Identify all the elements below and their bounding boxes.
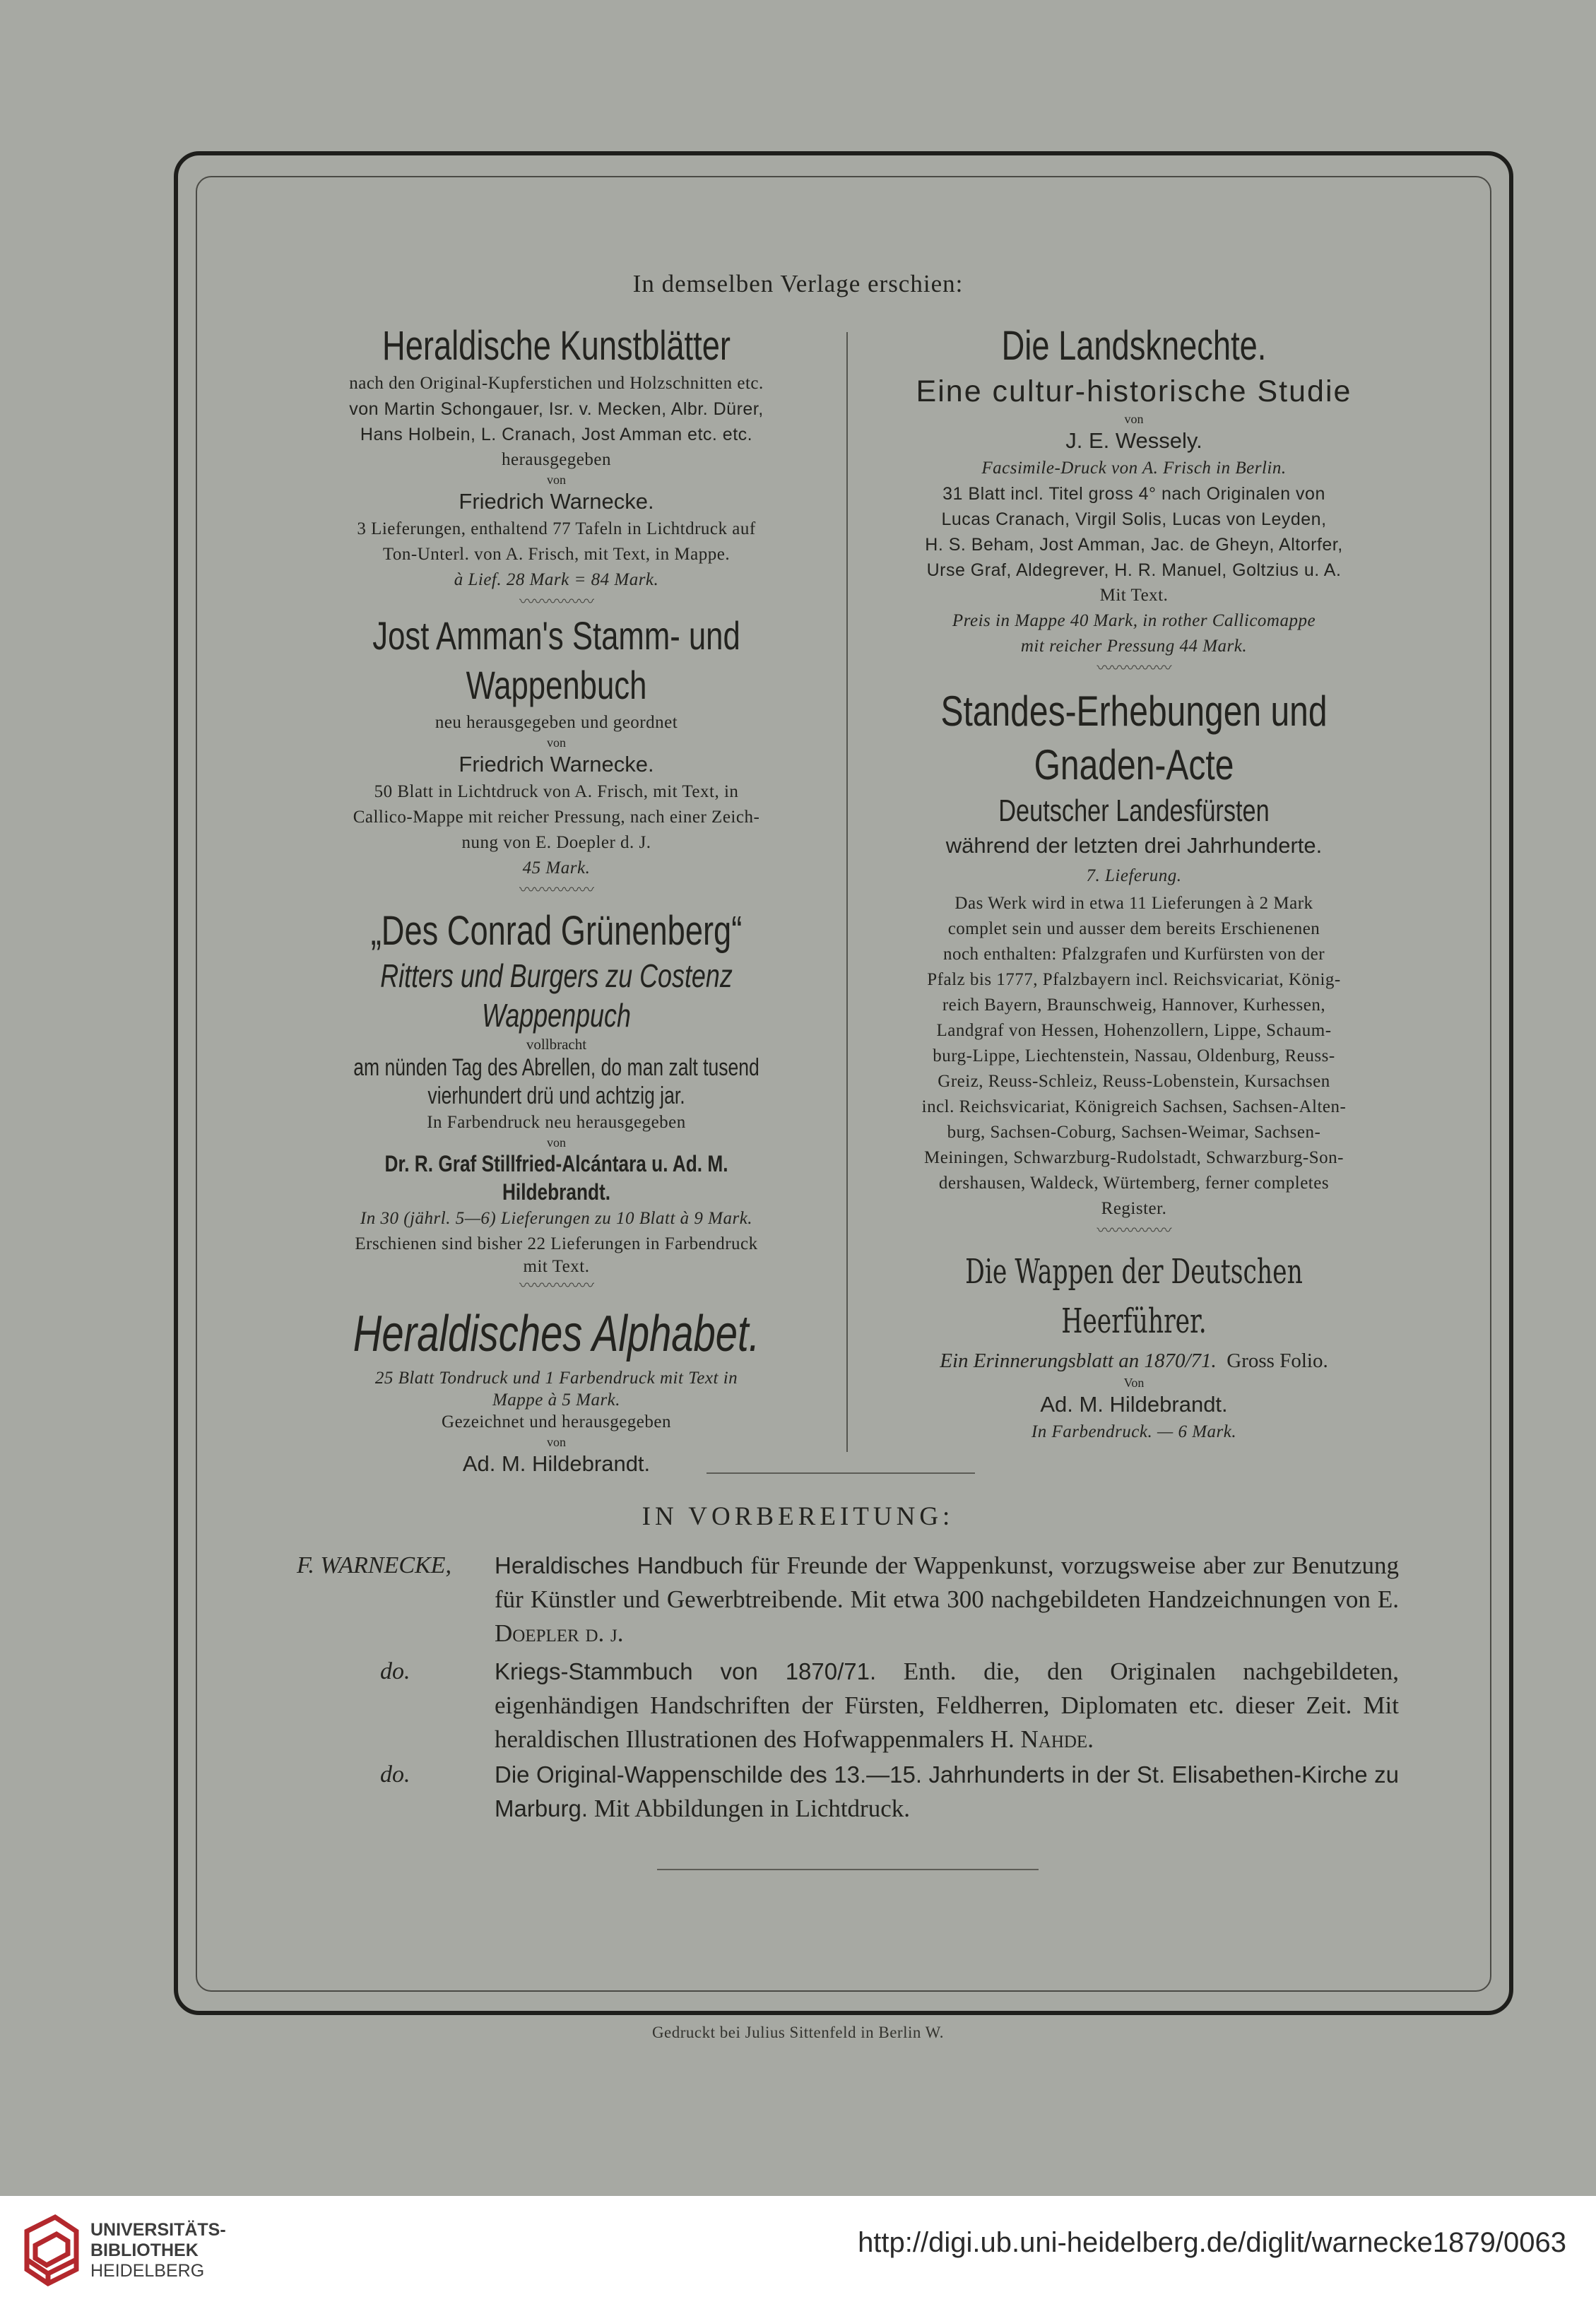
standes-period: während der letzten drei Jahrhunderte.	[945, 833, 1323, 858]
amman-desc1: 50 Blatt in Lichtdruck von A. Frisch, mit Text, in	[374, 782, 739, 801]
standes-body-line: burg-Lippe, Liechtenstein, Nassau, Oldenburg, Reuss-	[933, 1046, 1335, 1065]
standes-body-line: Landgraf von Hessen, Hohenzollern, Lippe, Schaum-	[936, 1021, 1332, 1040]
alphabet-von: von	[547, 1435, 566, 1449]
landsknechte-desc1: 31 Blatt incl. Titel gross 4° nach Originalen von	[942, 484, 1325, 504]
landsknechte-author: J. E. Wessely.	[1065, 428, 1202, 453]
ornament-divider: 〰〰〰〰〰	[1096, 1222, 1171, 1239]
library-logo-text	[90, 2220, 226, 2281]
standes-body-line: complet sein und ausser dem bereits Erschienenen	[947, 919, 1320, 938]
preparation-item	[297, 1549, 1399, 1655]
standes-body-line: Pfalz bis 1777, Pfalzbayern incl. Reichsvicariat, König-	[927, 970, 1341, 989]
preparation-item-text	[495, 1655, 1399, 1756]
ornament-divider: 〰〰〰〰〰	[1096, 659, 1171, 677]
alphabet-gez: Gezeichnet und herausgegeben	[442, 1412, 671, 1431]
gruenenberg-line1: am nünden Tag des Abrellen, do man zalt tusend	[353, 1054, 759, 1081]
preparation-item-body: Mit Abbildungen in Lichtdruck.	[588, 1795, 910, 1822]
kunstblaetter-entry	[290, 321, 823, 611]
preparation-title: IN VORBEREITUNG:	[642, 1502, 954, 1531]
landsknechte-subtitle: Eine cultur-historische Studie	[916, 374, 1352, 408]
gruenenberg-status2: mit Text.	[523, 1257, 590, 1276]
column-divider	[846, 332, 848, 1452]
landsknechte-desc3: H. S. Beham, Jost Amman, Jac. de Gheyn, Altorfer,	[925, 535, 1343, 555]
kunstblaetter-von: von	[547, 473, 566, 487]
preparation-item	[297, 1655, 1399, 1761]
kunstblaetter-line1: nach den Original-Kupferstichen und Holzschnitten etc.	[349, 374, 764, 393]
amman-author: Friedrich Warnecke.	[459, 752, 654, 776]
ornament-divider: 〰〰〰〰〰	[519, 593, 593, 610]
intro-heading: In demselben Verlage erschien:	[632, 270, 964, 297]
preparation-item-body: für Freunde der Wappenkunst, vorzugsweise aber zur Benutzung für Künstler und Gewerbtreibende. Mit etwa 300 nachgebildeten Handzeichnungen von	[495, 1552, 1399, 1613]
kunstblaetter-herausgegeben: herausgegeben	[501, 450, 612, 469]
gruenenberg-title: „Des Conrad Grünenberg“	[370, 908, 743, 954]
standes-body-line: Das Werk wird in etwa 11 Lieferungen à 2 Mark	[954, 894, 1313, 913]
preparation-item-bold: Die Original-Wappenschilde des 13.—15. Jahrhunderts in der St. Elisabethen-Kirche zu Marburg.	[495, 1761, 1399, 1821]
amman-title: Jost Amman's Stamm- und Wappenbuch	[372, 613, 740, 707]
landsknechte-von: von	[1124, 412, 1144, 426]
kunstblaetter-desc1: 3 Lieferungen, enthaltend 77 Tafeln in Lichtdruck auf	[357, 519, 756, 538]
standes-body-line: noch enthalten: Pfalzgrafen und Kurfürsten von der	[942, 945, 1325, 964]
amman-desc2: Callico-Mappe mit reicher Pressung, nach einer Zeich-	[353, 808, 760, 827]
gruenenberg-editors: Dr. R. Graf Stillfried-Alcántara u. Ad. M. Hildebrandt.	[384, 1151, 728, 1205]
alphabet-title: Heraldisches Alphabet.	[353, 1306, 760, 1362]
printer-imprint: Gedruckt bei Julius Sittenfeld in Berlin W.	[651, 2024, 945, 2041]
amman-price: 45 Mark.	[522, 858, 591, 878]
library-footer	[0, 2196, 1596, 2309]
alphabet-author: Ad. M. Hildebrandt.	[462, 1451, 651, 1476]
right-column	[865, 321, 1402, 1445]
gruenenberg-status1: Erschienen sind bisher 22 Lieferungen in Farbendruck	[355, 1234, 758, 1253]
amman-sub: neu herausgegeben und geordnet	[435, 713, 678, 732]
wappen-title: Die Wappen der Deutschen Heerführer.	[965, 1252, 1303, 1341]
landsknechte-price1: Preis in Mappe 40 Mark, in rother Callicomappe	[952, 611, 1316, 630]
wappen-entry	[865, 1247, 1402, 1445]
standes-body-line: Register.	[1101, 1199, 1167, 1218]
left-column	[290, 321, 823, 1479]
kunstblaetter-line2: von Martin Schongauer, Isr. v. Mecken, Albr. Dürer,	[349, 399, 764, 419]
gruenenberg-price: In 30 (jährl. 5—6) Lieferungen zu 10 Blatt à 9 Mark.	[360, 1209, 753, 1228]
preparation-item-label: do.	[380, 1761, 410, 1788]
landsknechte-desc2: Lucas Cranach, Virgil Solis, Lucas von Leyden,	[941, 509, 1327, 529]
alphabet-desc1: 25 Blatt Tondruck und 1 Farbendruck mit Text in	[374, 1369, 738, 1388]
preparation-item-text	[495, 1549, 1399, 1650]
amman-von: von	[547, 736, 566, 750]
standes-body-line: dershausen, Waldeck, Würtemberg, ferner completes	[938, 1174, 1330, 1193]
logo-line: UNIVERSITÄTS-	[90, 2220, 226, 2240]
preparation-item-smallcaps: E. Doepler d. j.	[495, 1585, 1399, 1647]
wappen-author: Ad. M. Hildebrandt.	[1040, 1392, 1228, 1417]
landsknechte-desc5: Mit Text.	[1099, 586, 1169, 605]
bottom-rule	[657, 1869, 1039, 1870]
standes-title: Standes-Erhebungen und Gnaden-Acte	[940, 687, 1328, 789]
standes-body-line: reich Bayern, Braunschweig, Hannover, Kurhessen,	[942, 996, 1326, 1015]
preparation-item-smallcaps: H. Nahde.	[990, 1725, 1094, 1753]
landsknechte-price2: mit reicher Pressung 44 Mark.	[1020, 637, 1248, 656]
alphabet-desc2: Mappe à 5 Mark.	[492, 1390, 621, 1410]
wappen-line1-rest: Gross Folio.	[1226, 1350, 1328, 1372]
wappen-line1-italic: Ein Erinnerungsblatt an 1870/71.	[940, 1350, 1217, 1372]
kunstblaetter-title: Heraldische Kunstblätter	[382, 323, 731, 369]
standes-body-line: Greiz, Reuss-Schleiz, Reuss-Lobenstein, Kursachsen	[938, 1072, 1330, 1091]
standes-body-line: burg, Sachsen-Coburg, Sachsen-Weimar, Sachsen-	[947, 1123, 1321, 1142]
amman-desc3: nung von E. Doepler d. J.	[461, 833, 651, 852]
preparation-item-text	[495, 1758, 1399, 1826]
landsknechte-facsimile: Facsimile-Druck von A. Frisch in Berlin.	[981, 459, 1287, 478]
standes-subtitle: Deutscher Landesfürsten	[998, 793, 1270, 828]
gruenenberg-von: von	[547, 1135, 566, 1150]
wappen-von: Von	[1123, 1376, 1145, 1390]
standes-body-line: Meiningen, Schwarzburg-Rudolstadt, Schwarzburg-Son-	[924, 1148, 1344, 1167]
landsknechte-desc4: Urse Graf, Aldegrever, H. R. Manuel, Goltzius u. A.	[926, 560, 1342, 580]
landsknechte-title: Die Landsknechte.	[1001, 323, 1267, 369]
gruenenberg-farbendruck: In Farbendruck neu herausgegeben	[427, 1113, 686, 1132]
preparation-item	[297, 1758, 1399, 1829]
wappen-price: In Farbendruck. — 6 Mark.	[1031, 1422, 1237, 1441]
gruenenberg-subtitle: Ritters und Burgers zu Costenz Wappenpuch	[380, 957, 733, 1034]
preparation-item-label: do.	[380, 1658, 410, 1684]
landsknechte-entry	[865, 321, 1402, 678]
kunstblaetter-desc2: Ton-Unterl. von A. Frisch, mit Text, in Mappe.	[382, 545, 731, 564]
gruenenberg-entry	[290, 907, 823, 1295]
preparation-item-body: Enth. die, den Originalen nachgebildeten, eigenhändigen Handschriften der Fürsten, Feldherren, Diplomaten etc. dieser Zeit. Mit heraldischen Illustrationen des Hofwappenmalers	[495, 1658, 1399, 1753]
standes-body	[865, 891, 1402, 1222]
preparation-item-bold: Kriegs-Stammbuch von 1870/71.	[495, 1658, 877, 1684]
logo-line: HEIDELBERG	[90, 2261, 205, 2281]
ornament-divider: 〰〰〰〰〰	[519, 881, 593, 899]
amman-entry	[290, 611, 823, 899]
standes-entry	[865, 685, 1402, 1240]
kunstblaetter-author: Friedrich Warnecke.	[459, 489, 654, 514]
permalink-url[interactable]: http://digi.ub.uni-heidelberg.de/diglit/warnecke1879/0063	[858, 2227, 1566, 2258]
library-logo-icon	[20, 2210, 83, 2289]
preparation-item-bold: Heraldisches Handbuch	[495, 1552, 743, 1578]
kunstblaetter-line3: Hans Holbein, L. Cranach, Jost Amman etc. etc.	[360, 425, 753, 444]
gruenenberg-vollbracht: vollbracht	[526, 1036, 587, 1053]
preparation-item-label: F. WARNECKE,	[297, 1552, 451, 1578]
alphabet-entry	[290, 1302, 823, 1479]
standes-body-line: incl. Reichsvicariat, Königreich Sachsen, Sachsen-Alten-	[921, 1097, 1347, 1116]
logo-line: BIBLIOTHEK	[90, 2240, 199, 2260]
standes-lieferung: 7. Lieferung.	[1086, 866, 1182, 885]
gruenenberg-line2: vierhundert drü und achtzig jar.	[427, 1082, 685, 1109]
kunstblaetter-price: à Lief. 28 Mark = 84 Mark.	[454, 570, 659, 589]
section-rule	[707, 1472, 975, 1474]
ornament-divider: 〰〰〰〰〰	[519, 1277, 593, 1294]
